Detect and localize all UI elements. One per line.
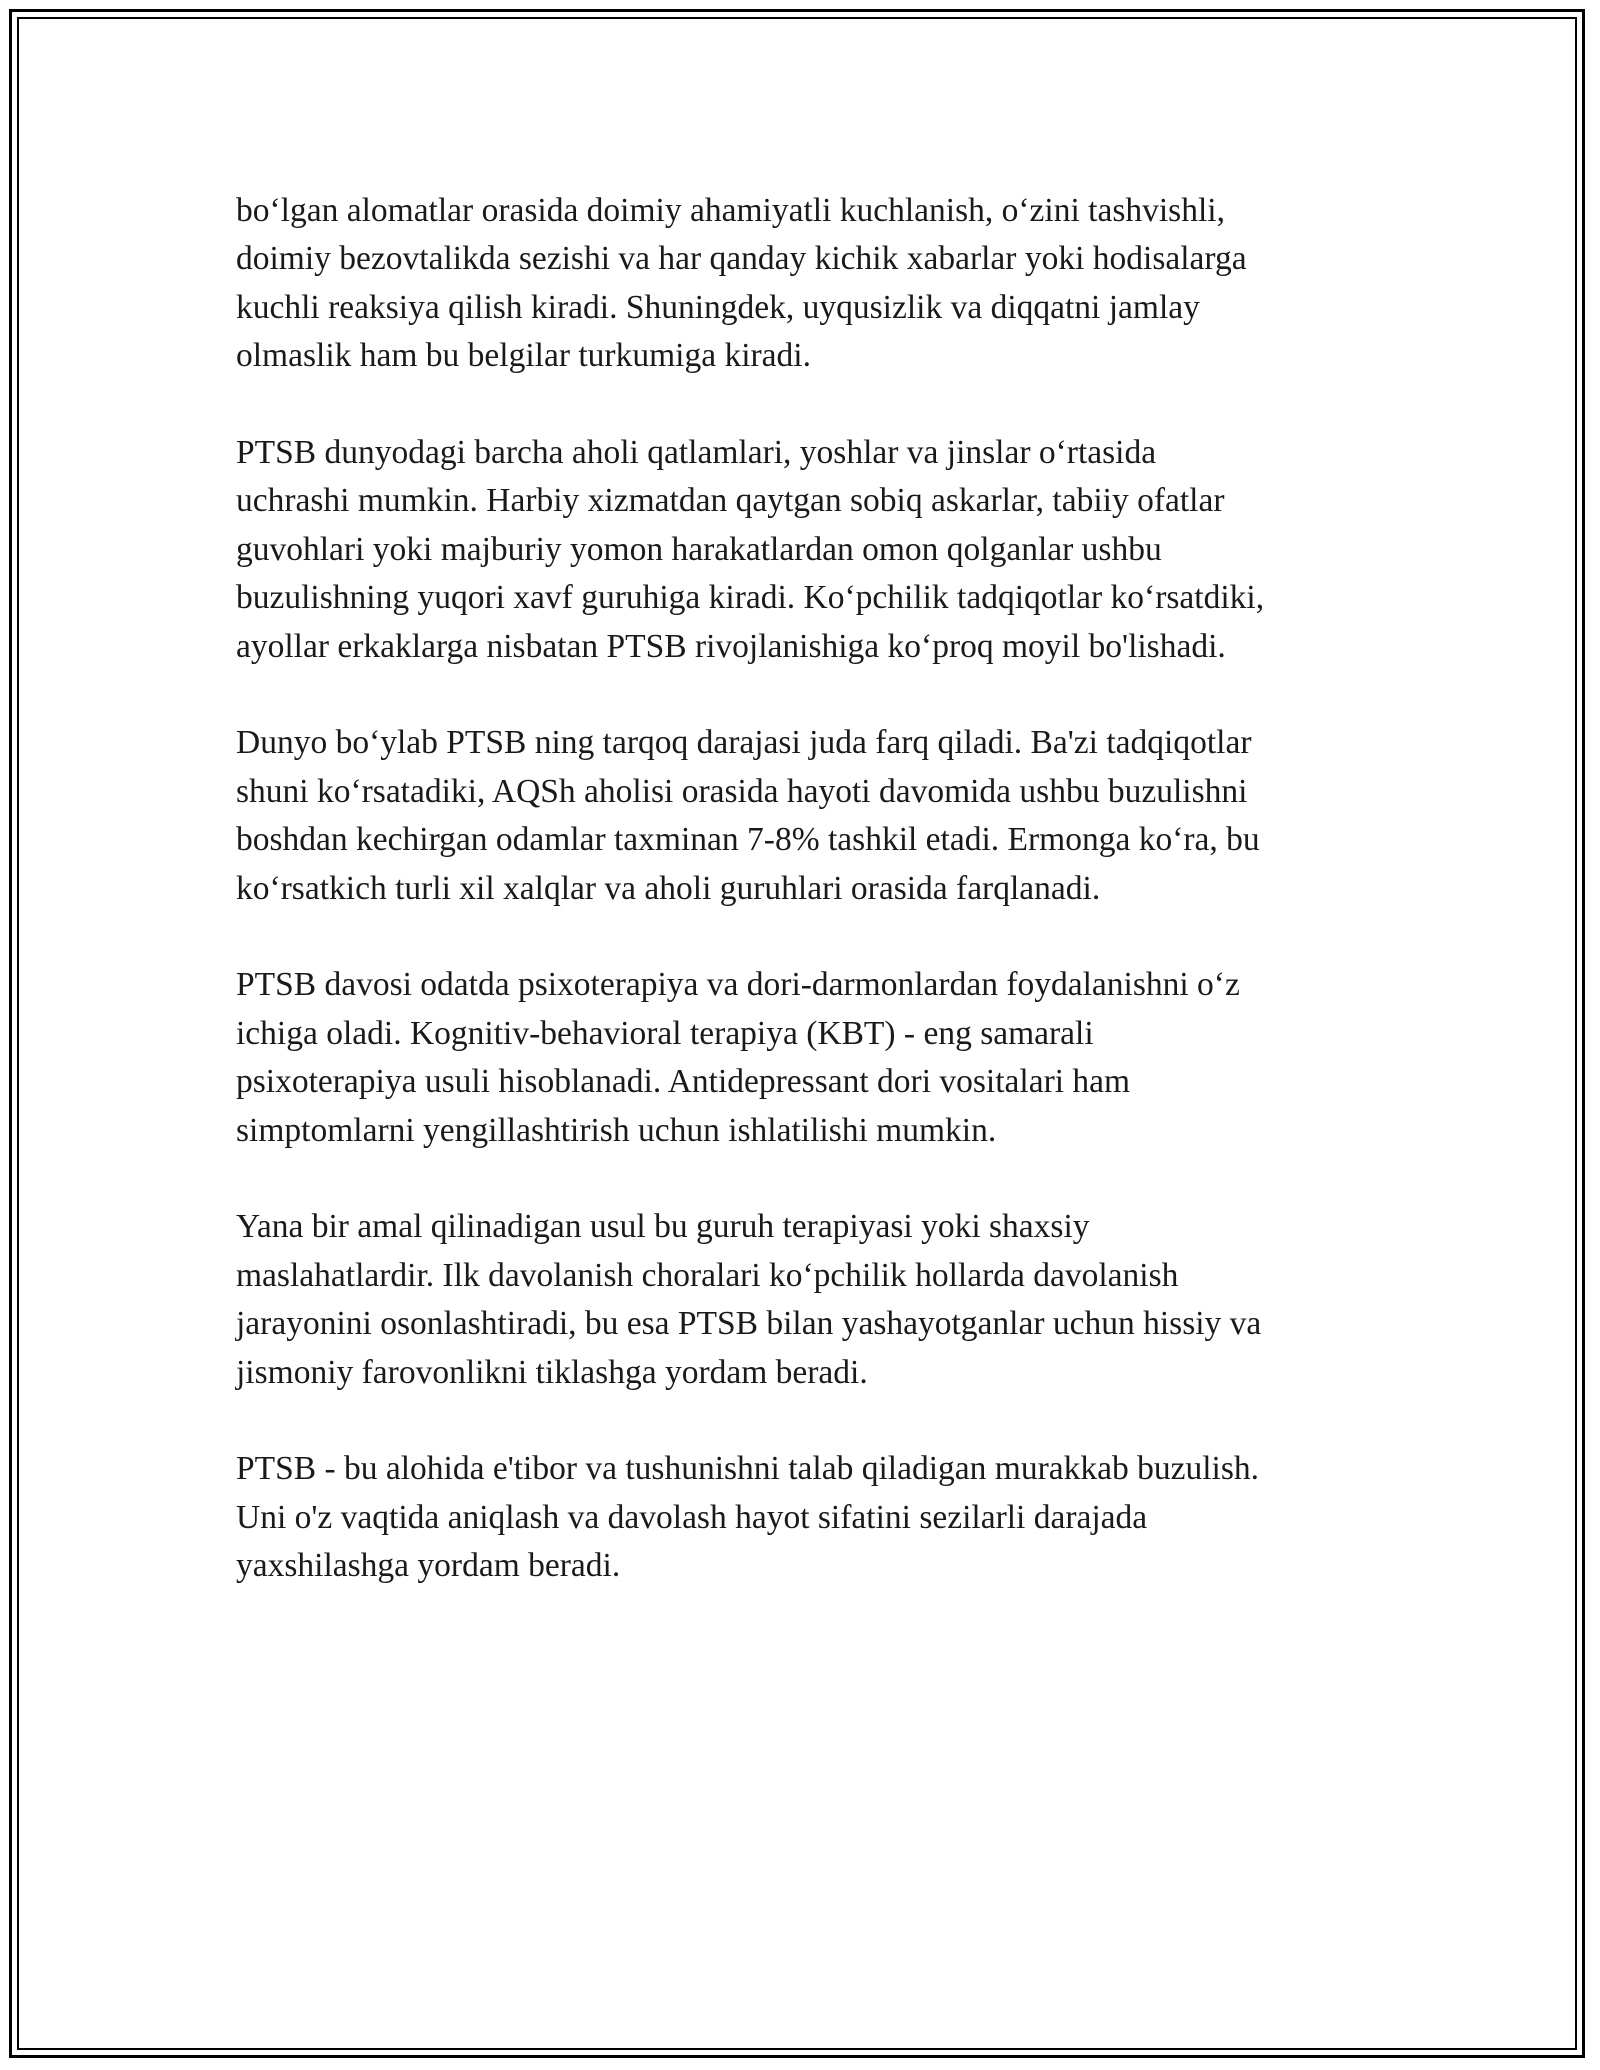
paragraph-symptoms: bo‘lgan alomatlar orasida doimiy ahamiyatli kuchlanish, o‘zini tashvishli, doimiy bezovtalikda sezishi va har qanday kichik xabarlar yoki hodisalarga kuchli reaksiya qilish kiradi. Shuningdek, uyqusizlik va diqqatni jamlay olmaslik ham bu belgilar turkumiga kiradi. (236, 192, 1247, 375)
paragraph-prevalence: Dunyo bo‘ylab PTSB ning tarqoq darajasi juda farq qiladi. Ba'zi tadqiqotlar shuni ko‘rsatadiki, AQSh aholisi orasida hayoti davomida ushbu buzulishni boshdan kechirgan odamlar taxminan 7-8% tashkil etadi. Ermonga ko‘ra, bu ko‘rsatkich turli xil xalqlar va aholi guruhlari orasida farqlanadi. (236, 724, 1260, 907)
document-body (236, 187, 1386, 1639)
paragraph-conclusion: PTSB - bu alohida e'tibor va tushunishni talab qiladigan murakkab buzulish. Uni o'z vaqtida aniqlash va davolash hayot sifatini sezilarli darajada yaxshilashga yordam beradi. (236, 1450, 1259, 1585)
paragraph-risk-groups: PTSB dunyodagi barcha aholi qatlamlari, yoshlar va jinslar o‘rtasida uchrashi mumkin. Harbiy xizmatdan qaytgan sobiq askarlar, tabiiy ofatlar guvohlari yoki majburiy yomon harakatlardan omon qolganlar ushbu buzulishning yuqori xavf guruhiga kiradi. Ko‘pchilik tadqiqotlar ko‘rsatdiki, ayollar erkaklarga nisbatan PTSB rivojlanishiga ko‘proq moyil bo'lishadi. (236, 434, 1265, 665)
paragraph-treatment: PTSB davosi odatda psixoterapiya va dori-darmonlardan foydalanishni o‘z ichiga oladi. Kognitiv-behavioral terapiya (KBT) - eng samarali psixoterapiya usuli hisoblanadi. Antidepressant dori vositalari ham simptomlarni yengillashtirish uchun ishlatilishi mumkin. (236, 966, 1240, 1149)
paragraph-group-therapy: Yana bir amal qilinadigan usul bu guruh terapiyasi yoki shaxsiy maslahatlardir. Ilk davolanish choralari ko‘pchilik hollarda davolanish jarayonini osonlashtiradi, bu esa PTSB bilan yashayotganlar uchun hissiy va jismoniy farovonlikni tiklashga yordam beradi. (236, 1208, 1262, 1391)
